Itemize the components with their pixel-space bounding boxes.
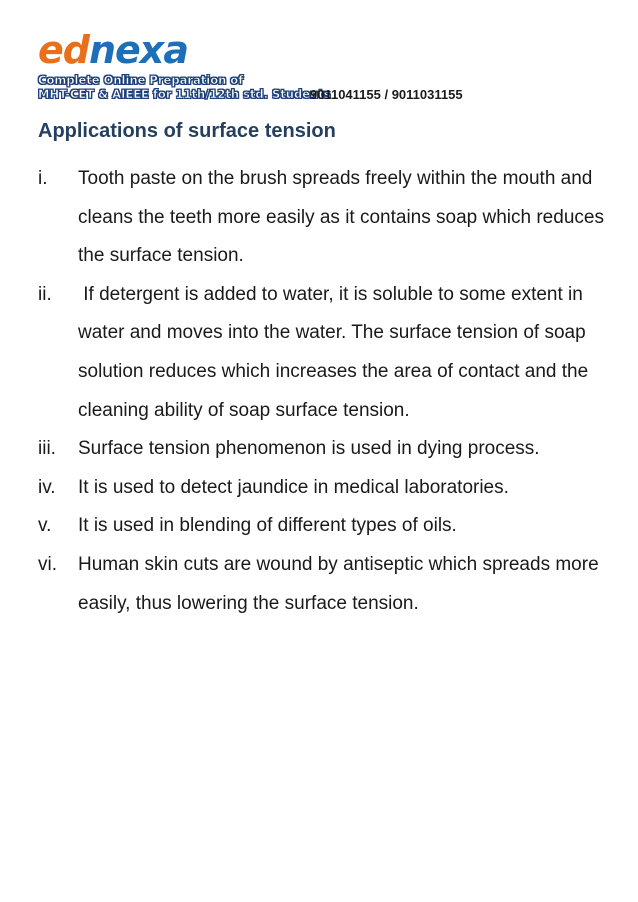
contact-phone: 9011041155 / 9011031155 [310,87,463,102]
list-item-text: It is used to detect jaundice in medical laboratories. [78,476,509,498]
ednexa-logo [38,28,331,106]
list-item [38,546,608,623]
logo-word-nexa: nexa [88,28,188,72]
page-title: Applications of surface tension [38,120,336,142]
logo-word-ed: ed [38,28,89,72]
logo-tagline-line1: Complete Online Preparation of [38,73,244,87]
applications-list [38,160,608,623]
list-item-text: Surface tension phenomenon is used in dying process. [78,438,540,460]
list-item [38,276,608,430]
list-item-number: v. [38,515,52,537]
logo-wordmark [38,30,188,70]
list-item [38,507,608,546]
list-item-text: It is used in blending of different types of oils. [78,515,457,537]
list-item-number: vi. [38,553,57,575]
list-item-text: If detergent is added to water, it is soluble to some extent in water and moves into the water. The surface tension of soap solution reduces which increases the area of contact and the cleaning ability of soap surface tension. [78,283,594,421]
list-item-text: Human skin cuts are wound by antiseptic which spreads more easily, thus lowering the surface tension. [78,553,599,614]
list-item-number: iv. [38,476,56,498]
logo-tagline-line2: MHT-CET & AIEEE for 11th/12th std. Students [38,87,331,101]
list-item [38,469,608,508]
list-item-number: i. [38,168,48,189]
list-item-number: iii. [38,438,56,460]
page-header [38,28,578,106]
list-item-number: ii. [38,283,52,305]
list-item [38,160,608,276]
list-item [38,430,608,469]
list-item-text: Tooth paste on the brush spreads freely within the mouth and cleans the teeth more easily as it contains soap which reduces the surface tension. [78,168,604,267]
